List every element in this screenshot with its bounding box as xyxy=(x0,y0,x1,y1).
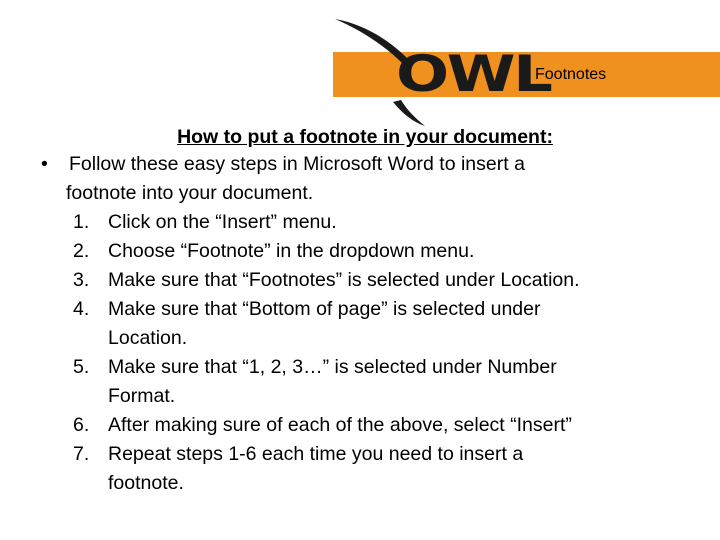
intro-text-2: footnote into your document. xyxy=(66,182,314,204)
header-label: Footnotes xyxy=(535,66,607,83)
step-text: footnote. xyxy=(108,472,184,494)
step-text: Repeat steps 1-6 each time you need to insert a xyxy=(108,443,524,465)
step-text: Make sure that “Bottom of page” is selected under xyxy=(108,298,541,320)
step-number: 3. xyxy=(73,269,90,291)
owl-logo-wordmark: OWL xyxy=(396,45,551,103)
step-text: Format. xyxy=(108,385,176,407)
intro-text-1: Follow these easy steps in Microsoft Word to insert a xyxy=(69,153,525,175)
step-number: 7. xyxy=(73,443,90,465)
step-number: 6. xyxy=(73,414,90,436)
step-number: 5. xyxy=(73,356,90,378)
step-text: Choose “Footnote” in the dropdown menu. xyxy=(108,240,475,262)
step-text: Make sure that “Footnotes” is selected under Location. xyxy=(108,269,580,291)
bullet-icon: • xyxy=(41,153,48,175)
step-text: Click on the “Insert” menu. xyxy=(108,211,337,233)
page-title: How to put a footnote in your document: xyxy=(177,126,553,148)
step-text: Make sure that “1, 2, 3…” is selected under Number xyxy=(108,356,557,378)
step-number: 4. xyxy=(73,298,90,320)
step-number: 2. xyxy=(73,240,90,262)
step-text: After making sure of each of the above, select “Insert” xyxy=(108,414,572,436)
step-number: 1. xyxy=(73,211,90,233)
step-text: Location. xyxy=(108,327,188,349)
